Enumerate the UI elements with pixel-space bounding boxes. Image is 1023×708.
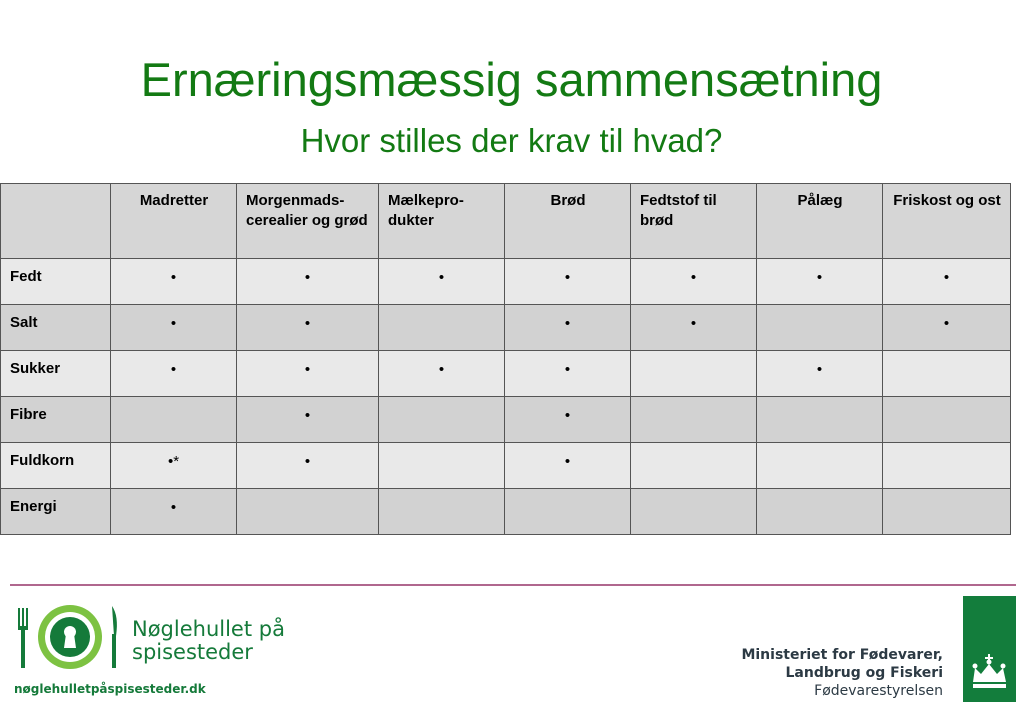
table-cell [631, 489, 757, 535]
knife-icon [112, 606, 117, 668]
slide-title: Ernæringsmæssig sammensætning [140, 53, 883, 106]
header-cell-palaeg: Pålæg [757, 184, 883, 259]
table-cell [379, 443, 505, 489]
table-cell [111, 397, 237, 443]
ministry-name: Ministeriet for Fødevarer, Landbrug og Fiskeri Fødevarestyrelsen [741, 647, 943, 699]
table-cell: • [757, 351, 883, 397]
header-cell-brod: Brød [505, 184, 631, 259]
fork-icon [18, 608, 28, 668]
table-cell: • [237, 259, 379, 305]
table-cell [505, 489, 631, 535]
table-cell: • [757, 259, 883, 305]
brand-name: Nøglehullet på spisesteder [132, 617, 285, 664]
table-cell [631, 443, 757, 489]
table-cell: • [379, 259, 505, 305]
slide-subtitle: Hvor stilles der krav til hvad? [300, 122, 723, 159]
table-cell [883, 489, 1011, 535]
row-label: Energi [1, 489, 111, 535]
table-cell: • [883, 305, 1011, 351]
table-cell: • [111, 259, 237, 305]
header-cell-morgenmadscerealier: Morgenmads-cerealier og grød [237, 184, 379, 259]
row-label: Fuldkorn [1, 443, 111, 489]
row-label: Fedt [1, 259, 111, 305]
table-cell [631, 397, 757, 443]
table-cell: • [237, 305, 379, 351]
table-cell: • [237, 397, 379, 443]
table-cell [883, 351, 1011, 397]
table-header-row [1, 184, 1011, 259]
table-row [1, 489, 1011, 535]
table-cell [757, 489, 883, 535]
table-cell [237, 489, 379, 535]
table-cell: • [883, 259, 1011, 305]
crown-icon [963, 596, 1016, 702]
header-cell-madretter: Madretter [111, 184, 237, 259]
table-cell: • [505, 443, 631, 489]
table-cell [379, 305, 505, 351]
table-cell [883, 443, 1011, 489]
table-cell [379, 397, 505, 443]
table-cell: • [111, 489, 237, 535]
table-cell: • [379, 351, 505, 397]
table-cell [883, 397, 1011, 443]
table-cell: • [111, 351, 237, 397]
table-cell: • [237, 351, 379, 397]
row-label: Fibre [1, 397, 111, 443]
row-label: Sukker [1, 351, 111, 397]
header-cell-fedtstof: Fedtstof til brød [631, 184, 757, 259]
table-cell [757, 397, 883, 443]
header-cell-friskost: Friskost og ost [883, 184, 1011, 259]
footer-divider [10, 584, 1016, 586]
table-cell: • [505, 259, 631, 305]
table-cell: • [505, 305, 631, 351]
table-row [1, 397, 1011, 443]
header-cell-maelkeprodukter: Mælkepro-dukter [379, 184, 505, 259]
ministry-crown-logo [963, 596, 1016, 702]
table-cell [379, 489, 505, 535]
table-cell: • [631, 305, 757, 351]
table-row [1, 443, 1011, 489]
table-row [1, 351, 1011, 397]
table-cell [757, 443, 883, 489]
table-cell: • [505, 351, 631, 397]
table-cell: • [631, 259, 757, 305]
row-label: Salt [1, 305, 111, 351]
table-cell [631, 351, 757, 397]
table-row [1, 305, 1011, 351]
table-cell: • [237, 443, 379, 489]
table-cell [757, 305, 883, 351]
table-cell: •* [111, 443, 237, 489]
requirements-table [0, 183, 1011, 535]
table-cell: • [505, 397, 631, 443]
table-row [1, 259, 1011, 305]
header-cell-empty [1, 184, 111, 259]
website-link[interactable]: nøglehulletpåspisesteder.dk [14, 682, 206, 696]
table-cell: • [111, 305, 237, 351]
